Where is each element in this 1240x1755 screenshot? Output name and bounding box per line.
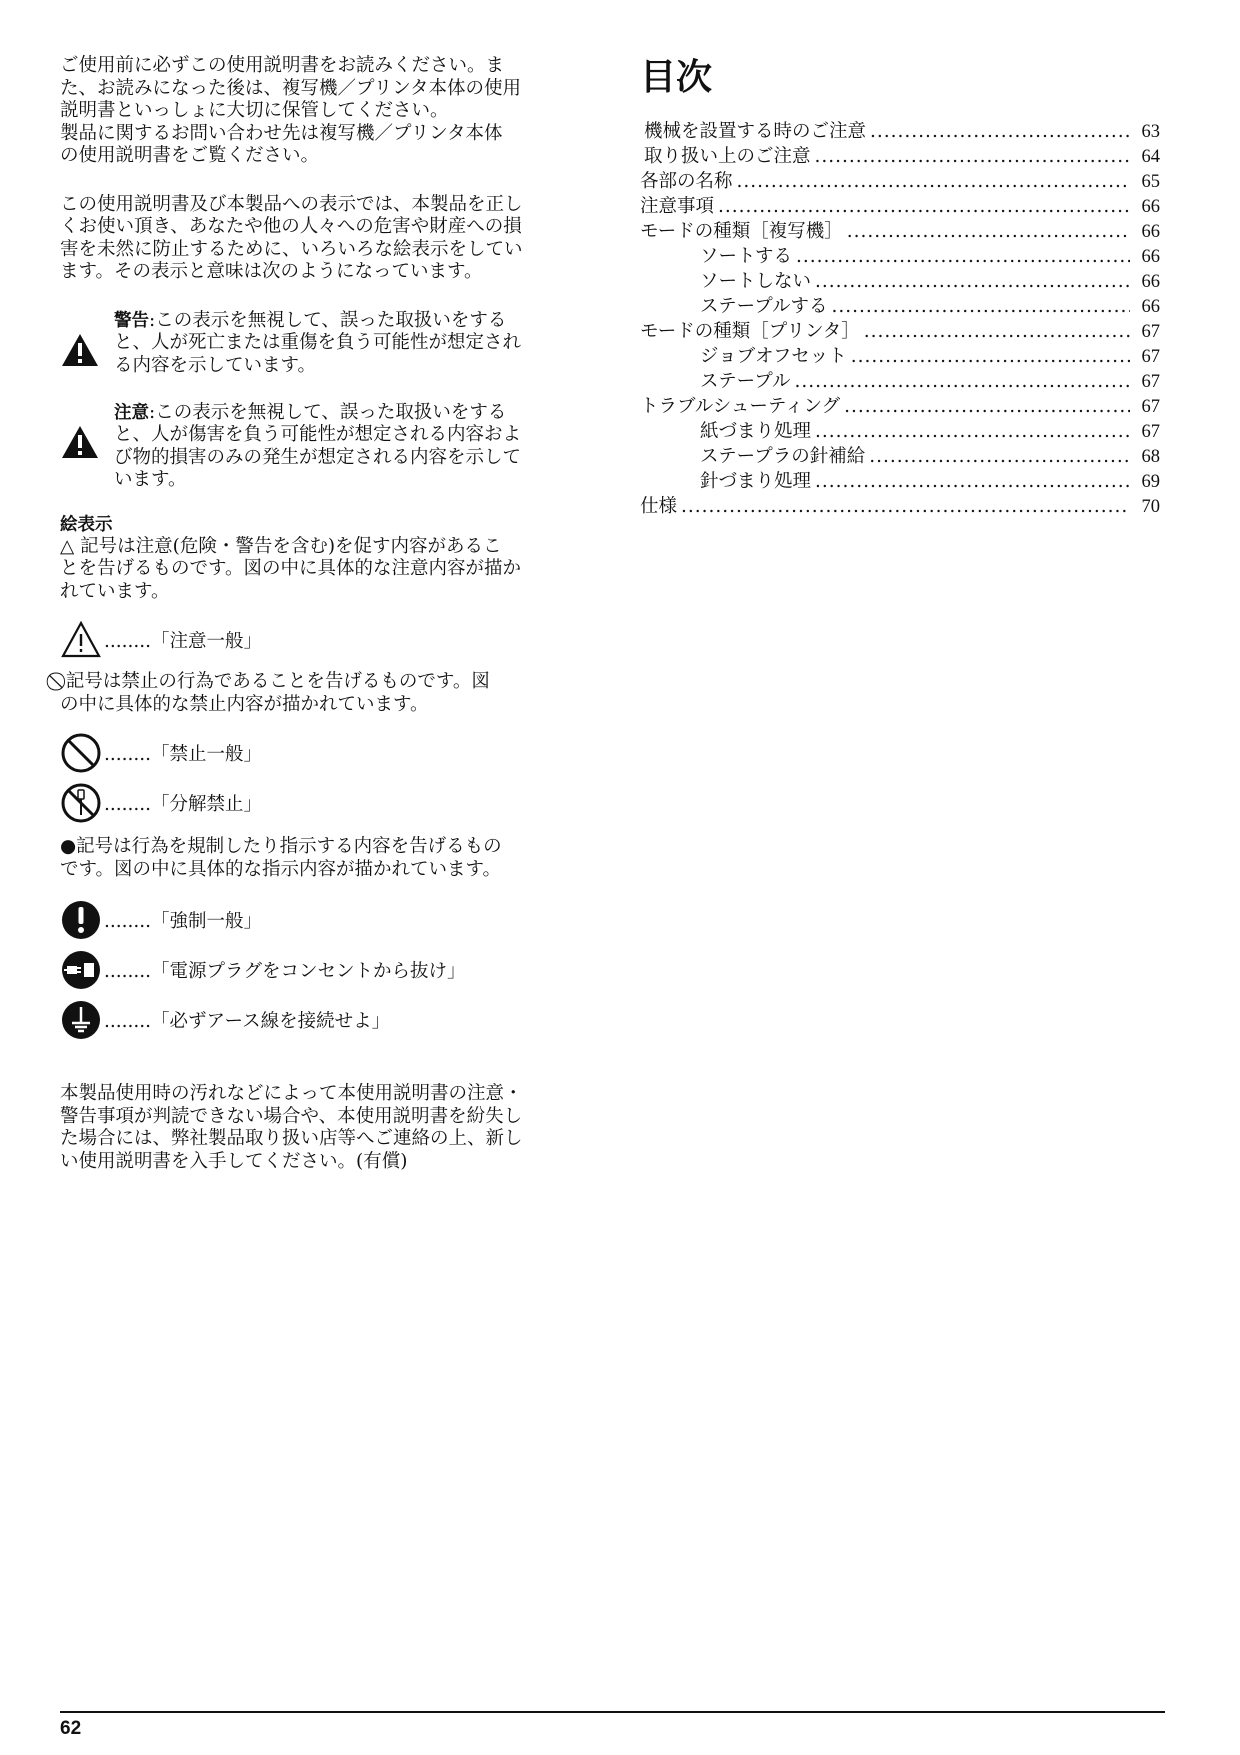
toc-entry-title: ソートしない (700, 271, 812, 292)
warning-block (60, 310, 580, 380)
toc-entry[interactable] (640, 419, 1160, 444)
toc-leader-dots (718, 194, 1130, 219)
toc-entry-title: 機械を設置する時のご注意 (644, 121, 867, 142)
toc-leader-dots (831, 294, 1130, 319)
toc-entry-title: ステープル (700, 371, 791, 392)
toc-leader-dots (870, 119, 1130, 144)
caution-text: :この表示を無視して、誤った取扱いをする と、人が傷害を負う可能性が想定される内容およ び物的損害のみの発生が想定される内容を示して います。 (114, 401, 522, 490)
intro-paragraph-2: この使用説明書及び本製品への表示では、本製品を正し くお使い頂き、あなたや他の人々への危害や財産への損 害を未然に防止するために、いろいろな絵表示をしてい ます。その表示と意味は次のようになっています。 (60, 193, 523, 282)
toc-entry[interactable] (640, 194, 1160, 219)
toc-entry-page: 67 (1141, 322, 1160, 342)
toc-entry-title: 針づまり処理 (700, 471, 812, 492)
toc-entry[interactable] (640, 144, 1160, 169)
ground-icon (60, 999, 102, 1041)
toc-leader-dots (847, 219, 1130, 244)
pictogram-heading: 絵表示 (60, 514, 113, 535)
toc-leader-dots (681, 494, 1130, 519)
toc-entry-title: トラブルシューティング (640, 396, 841, 417)
toc-entry-page: 67 (1141, 397, 1160, 417)
toc-entry-page: 67 (1141, 347, 1160, 367)
toc-leader-dots (815, 144, 1130, 169)
table-of-contents (640, 55, 1160, 519)
no-disassembly-icon (60, 782, 102, 824)
unplug-icon (60, 949, 102, 991)
footer-rule (60, 1711, 1165, 1713)
prohibit-description: 記号は禁止の行為であることを告げるものです。図 の中に具体的な禁止内容が描かれています。 (60, 671, 490, 715)
toc-entry[interactable] (640, 469, 1160, 494)
toc-entry-title: ソートする (700, 246, 792, 267)
toc-entry-title: モードの種類［プリンタ］ (640, 321, 860, 342)
closing-paragraph: 本製品使用時の汚れなどによって本使用説明書の注意・ 警告事項が判読できない場合や、本使用説明書を紛失し た場合には、弊社製品取り扱い店等へご連絡の上、新し い使用説明書を入手してください。(有償) (60, 1083, 523, 1172)
toc-entry[interactable] (640, 119, 1160, 144)
caution-triangle-icon (60, 424, 100, 460)
no-disassembly-label: ........「分解禁止」 (104, 794, 263, 815)
toc-leader-dots (844, 394, 1130, 419)
ground-label: ........「必ずアース線を接続せよ」 (104, 1011, 391, 1032)
toc-entry[interactable] (640, 494, 1160, 519)
toc-entry-title: 取り扱い上のご注意 (644, 146, 811, 167)
warning-label: 警告 (114, 310, 149, 331)
toc-list (640, 119, 1160, 519)
toc-entry-title: ステープラの針補給 (700, 446, 866, 467)
toc-entry-page: 68 (1141, 447, 1160, 467)
toc-entry-page: 66 (1141, 222, 1160, 242)
toc-entry-title: 各部の名称 (640, 171, 733, 192)
toc-entry-page: 67 (1141, 422, 1160, 442)
toc-entry[interactable] (640, 444, 1160, 469)
toc-leader-dots (815, 469, 1130, 494)
toc-title: 目次 (640, 57, 713, 98)
prohibit-general-label: ........「禁止一般」 (104, 744, 263, 765)
mandatory-exclamation-icon (60, 899, 102, 941)
symbol-prohibit-general (60, 730, 580, 776)
toc-entry[interactable] (640, 219, 1160, 244)
warning-triangle-icon (60, 332, 100, 368)
toc-entry-title: 紙づまり処理 (700, 421, 812, 442)
intro-paragraph-1: ご使用前に必ずこの使用説明書をお読みください。ま た、お読みになった後は、複写機／プリンタ本体の使用 説明書といっしょに大切に保管してください。 製品に関するお問い合わせ先は複写機／プリンタ本体 の使用説明書をご覧ください。 (60, 55, 522, 166)
toc-leader-dots (869, 444, 1130, 469)
warning-text: :この表示を無視して、誤った取扱いをする と、人が死亡または重傷を負う可能性が想定され る内容を示しています。 (114, 309, 522, 376)
toc-leader-dots (794, 369, 1130, 394)
toc-entry-title: モードの種類［複写機］ (640, 221, 843, 242)
toc-entry[interactable] (640, 269, 1160, 294)
caution-text-block (114, 402, 580, 492)
symbol-mandatory-general (60, 897, 580, 943)
toc-entry-page: 66 (1141, 297, 1160, 317)
toc-entry-page: 64 (1141, 147, 1160, 167)
toc-entry-title: ジョブオフセット (700, 346, 847, 367)
caution-general-label: ........「注意一般」 (104, 631, 263, 652)
toc-leader-dots (815, 269, 1130, 294)
toc-entry[interactable] (640, 319, 1160, 344)
caution-block (60, 402, 580, 492)
caution-outline-icon (60, 619, 102, 661)
toc-entry-page: 66 (1141, 247, 1160, 267)
toc-entry-title: ステープルする (700, 296, 828, 317)
prohibit-icon (60, 732, 102, 774)
toc-entry-title: 注意事項 (640, 196, 715, 217)
page-number: 62 (60, 1718, 82, 1739)
mandatory-general-label: ........「強制一般」 (104, 911, 263, 932)
toc-entry[interactable] (640, 394, 1160, 419)
symbol-ground (60, 997, 580, 1043)
caution-label: 注意 (114, 402, 149, 423)
mandatory-description: ●記号は行為を規制したり指示する内容を告げるもの です。図の中に具体的な指示内容が描かれています。 (60, 836, 502, 880)
symbol-no-disassembly (60, 780, 580, 826)
toc-leader-dots (796, 244, 1130, 269)
toc-entry-page: 63 (1141, 122, 1160, 142)
toc-entry-page: 65 (1141, 172, 1160, 192)
left-column (60, 55, 580, 1173)
unplug-label: ........「電源プラグをコンセントから抜け」 (104, 961, 466, 982)
symbol-unplug (60, 947, 580, 993)
toc-entry-page: 67 (1141, 372, 1160, 392)
toc-entry[interactable] (640, 369, 1160, 394)
toc-entry[interactable] (640, 244, 1160, 269)
toc-leader-dots (864, 319, 1130, 344)
toc-entry-page: 66 (1141, 272, 1160, 292)
toc-leader-dots (851, 344, 1130, 369)
toc-entry[interactable] (640, 169, 1160, 194)
toc-leader-dots (737, 169, 1130, 194)
toc-entry-page: 66 (1141, 197, 1160, 217)
warning-text-block (114, 310, 580, 378)
symbol-caution-general (60, 617, 580, 663)
triangle-description: △ 記号は注意(危険・警告を含む)を促す内容があるこ とを告げるものです。図の中に具体的な注意内容が描か れています。 (60, 535, 522, 602)
toc-entry-page: 69 (1141, 472, 1160, 492)
toc-entry-page: 70 (1141, 497, 1160, 517)
toc-leader-dots (815, 419, 1130, 444)
toc-entry[interactable] (640, 294, 1160, 319)
toc-entry[interactable] (640, 344, 1160, 369)
toc-entry-title: 仕様 (640, 496, 678, 517)
